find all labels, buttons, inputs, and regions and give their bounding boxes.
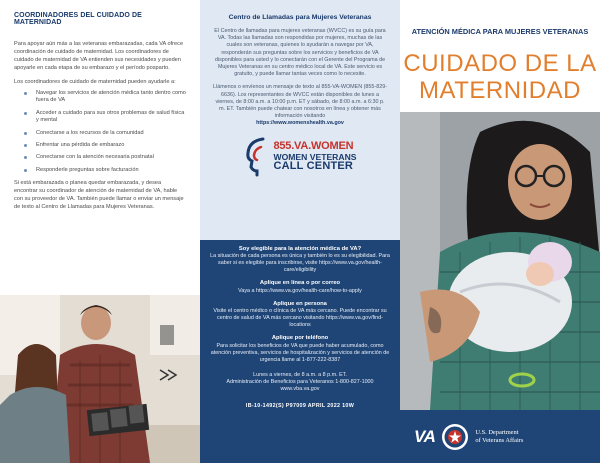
bullet-icon bbox=[24, 169, 27, 172]
logo-women-veterans: WOMEN VETERANS bbox=[273, 151, 357, 162]
list-item: Acceder a cuidado para sus otros problemas de salud física y mental bbox=[14, 110, 186, 125]
section-title: Aplique en línea o por correo bbox=[259, 280, 341, 287]
section-body: Vaya a https://www.va.gov/health-care/how-to-apply bbox=[238, 287, 362, 294]
va-logo: VA bbox=[414, 426, 436, 446]
couple-photo bbox=[0, 295, 200, 463]
apply-in-person-block bbox=[210, 301, 390, 329]
section-title: Soy elegible para la atención médica de VA? bbox=[238, 246, 362, 252]
mother-baby-illustration bbox=[400, 112, 600, 410]
benefits-contact: Lunes a viernes, de 8 a.m. a 8 p.m. ET. Administración de Beneficios para Veteranos 1-800-827-1000 www.vba.va.gov bbox=[210, 372, 390, 393]
couple-illustration bbox=[0, 295, 200, 463]
eligibility-section bbox=[200, 240, 400, 463]
intro-paragraph: Para apoyar aún más a las veteranas embarazadas, cada VA ofrece coordinación de cuidado de maternidad. Los coordinadores de cuidado de maternidad de VA entienden sus necesidades y pueden apoyarle en cada etapa de su embarazo y el período posparto. bbox=[14, 41, 184, 71]
left-panel bbox=[0, 0, 200, 463]
call-center-paragraph: El Centro de llamadas para mujeres veteranas (WVCC) es su guía para VA. Todas las llamadas son respondidas por mujeres, muchas de las cuales son veteranas, quienes lo ayudarán a navegar por VA, responderán sus preguntas sobre los servicios y beneficios de VA disponibles para usted y lo conectarán con el Gerente del Programa de Mujeres Veteranas en su centro médico local de VA. Este servicio es gratuito, y puede llamar tantas veces como lo necesite. bbox=[214, 28, 386, 78]
contact-paragraph: Llámenos o envíenos un mensaje de texto al 855-VA-WOMEN (855-829-6636). Los representantes de WVCC están disponibles de lunes a viernes, de 8:00 a.m. a 10:00 p.m. ET y sábado, de 8:00 a.m. a 6:30 p. m. ET. También puede chatear con nosotros en línea y obtener más información visitando https://www.womenshealth.va.gov bbox=[213, 84, 387, 127]
apply-online-block bbox=[210, 280, 390, 294]
section-body: Para solicitar los beneficios de VA que puede haber acumulado, como atención preventiva, servicios de hospitalización y servicios de atención de urgencia llame al 1-877-222-8387 bbox=[210, 342, 390, 363]
cover-heading: ATENCIÓN MÉDICA PARA MUJERES VETERANAS bbox=[411, 27, 589, 36]
publication-code: IB-10-1492(S) P97009 APRIL 2022 10W bbox=[245, 402, 355, 409]
eligibility-block bbox=[210, 246, 390, 274]
section-title: Aplique por teléfono bbox=[271, 335, 329, 342]
bullet-icon bbox=[24, 144, 27, 147]
list-item: Responderle preguntas sobre facturación bbox=[14, 167, 186, 174]
list-item: Conectarse a los recursos de la comunidad bbox=[14, 130, 186, 137]
call-center-logo bbox=[213, 137, 387, 177]
bullet-icon bbox=[24, 132, 27, 135]
section-body: La situación de cada persona es única y también lo es su elegibilidad. Para saber si es elegible para inscribirse, visite https://www.va.gov/health-care/eligibility bbox=[210, 253, 390, 274]
mother-baby-photo bbox=[400, 112, 600, 410]
bullet-icon bbox=[24, 92, 27, 95]
va-seal-icon bbox=[441, 423, 469, 451]
womens-health-link[interactable]: https://www.womenshealth.va.gov bbox=[256, 120, 344, 127]
section-body: Visite el centro médico o clínica de VA más cercano. Puede encontrar su centro de salud de VA más cercano visitando https://www.va.gov/find-locations bbox=[213, 308, 387, 329]
list-item: Conectarse con la atención necesaria postnatal bbox=[14, 154, 186, 161]
closing-paragraph: Si está embarazada o planea quedar embarazada, y desea encontrar su coordinador de atención de maternidad de VA, hable con su proveedor de VA. También puede llamar o enviar un mensaje de texto al Centro de Llamadas para Mujeres Veteranas. bbox=[14, 180, 184, 211]
apply-by-phone-block bbox=[210, 335, 390, 363]
call-center-section bbox=[200, 0, 400, 240]
bullet-icon bbox=[24, 156, 27, 159]
section-title: Aplique en persona bbox=[273, 300, 327, 307]
bullet-icon bbox=[24, 112, 27, 115]
cover-title: CUIDADO DE LA MATERNIDAD bbox=[403, 50, 597, 104]
logo-phone: 855.VA.WOMEN bbox=[273, 139, 354, 152]
list-intro: Los coordinadores de cuidado de maternidad pueden ayudarle a: bbox=[14, 79, 176, 85]
list-item: Enfrentar una pérdida de embarazo bbox=[14, 142, 186, 149]
woman-profile-icon bbox=[243, 137, 269, 177]
middle-panel bbox=[200, 0, 400, 463]
right-panel bbox=[400, 0, 600, 463]
va-footer bbox=[400, 410, 600, 463]
vba-link[interactable]: www.vba.va.gov bbox=[280, 385, 320, 392]
dept-name: U.S. Department of Veterans Affairs bbox=[475, 428, 524, 444]
call-center-heading: Centro de Llamadas para Mujeres Veteranas bbox=[228, 14, 372, 21]
help-list bbox=[14, 90, 186, 174]
left-heading: COORDINADORES DEL CUIDADO DE MATERNIDAD bbox=[14, 12, 142, 26]
logo-call-center: CALL CENTER bbox=[273, 160, 354, 173]
list-item: Navegar los servicios de atención médica tanto dentro como fuera de VA bbox=[14, 90, 186, 105]
